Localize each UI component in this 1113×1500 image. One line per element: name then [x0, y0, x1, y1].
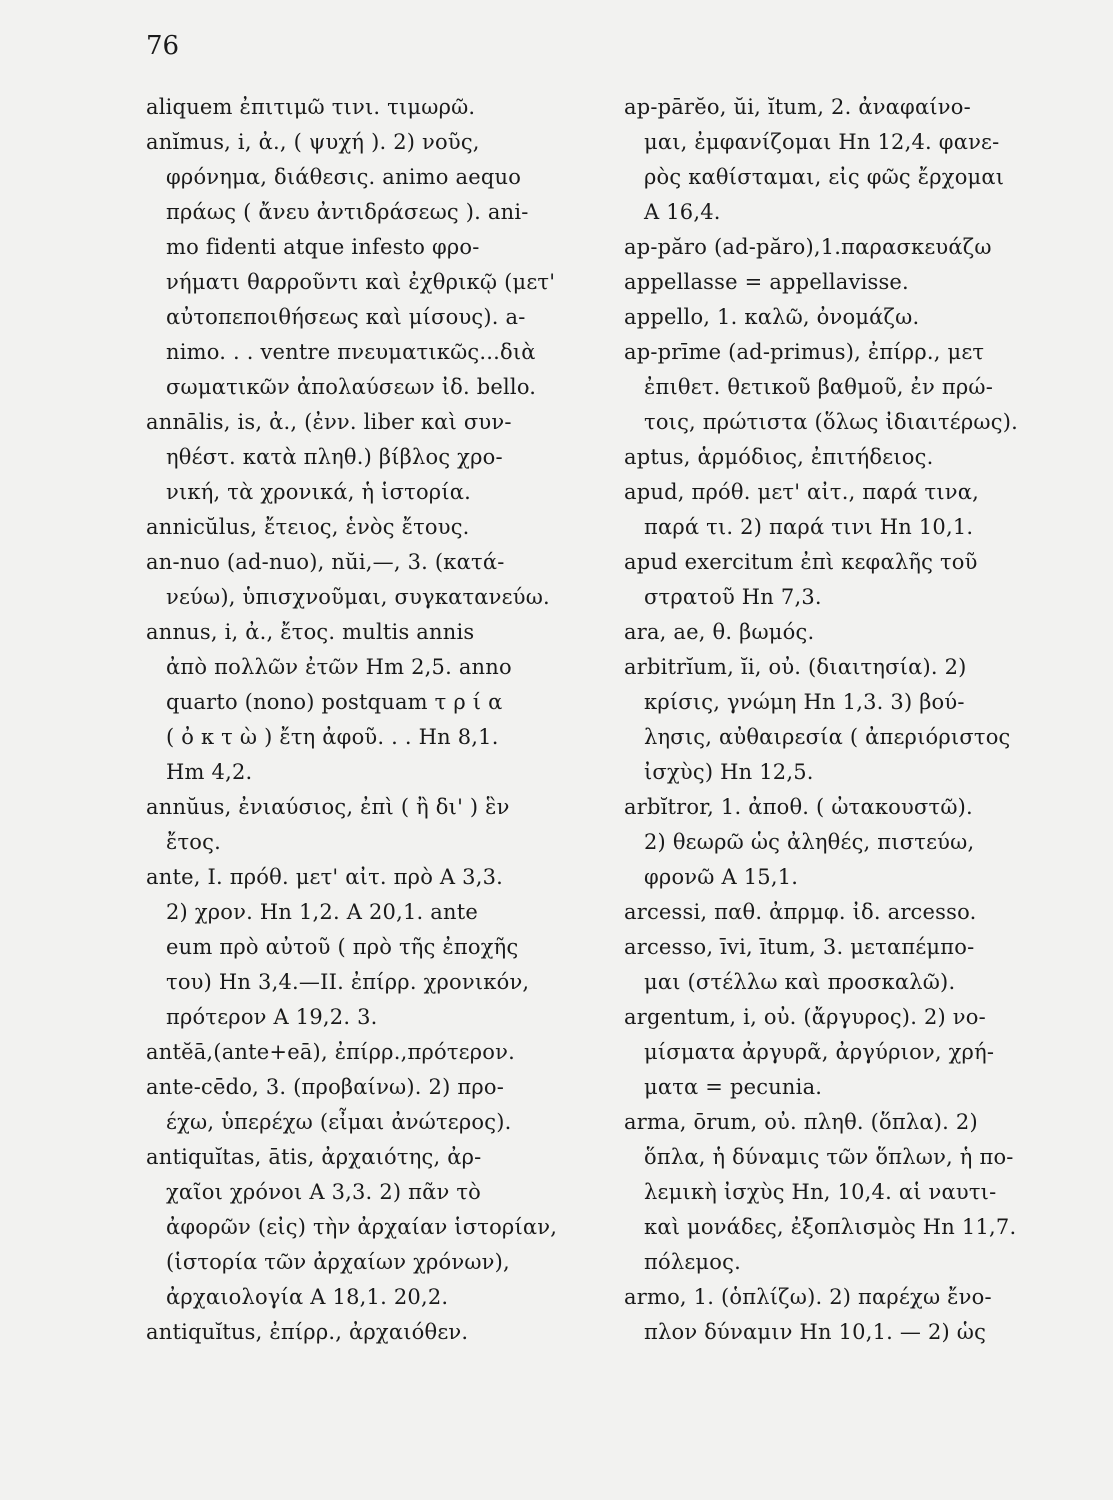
right-column-line: ἰσχὺς) Hn 12,5. [644, 760, 814, 784]
left-column-line: ἀφορῶν (εἰς) τὴν ἀρχαίαν ἱστορίαν, [166, 1215, 558, 1239]
right-column-line: apud exercitum ἐπὶ κεφαλῆς τοῦ [624, 550, 978, 574]
left-column-line: annus, i, ἀ., ἔτος. multis annis [146, 620, 475, 644]
right-column-line: καὶ μονάδες, ἐξοπλισμὸς Hn 11,7. [644, 1215, 1017, 1239]
right-column-line: τοις, πρώτιστα (ὅλως ἰδιαιτέρως). [644, 410, 1018, 434]
left-column-line: (ἱστορία τῶν ἀρχαίων χρόνων), [166, 1250, 510, 1274]
right-column-line: πλον δύναμιν Hn 10,1. — 2) ὡς [644, 1320, 987, 1344]
right-column-line: argentum, i, οὐ. (ἄργυρος). 2) νο- [624, 1005, 986, 1029]
right-column-line: ap-pārĕo, ŭi, ĭtum, 2. ἀναφαίνο- [624, 95, 971, 119]
left-column-line: ἀρχαιολογία A 18,1. 20,2. [166, 1285, 449, 1309]
right-column-line: 2) θεωρῶ ὡς ἀληθές, πιστεύω, [644, 830, 975, 854]
left-column-line: αὐτοπεποιθήσεως καὶ μίσους). a- [166, 305, 526, 329]
right-column-line: κρίσις, γνώμη Hn 1,3. 3) βού- [644, 690, 965, 714]
left-column [146, 90, 601, 1350]
right-column-line: φρονῶ A 15,1. [644, 865, 799, 889]
right-column-line: ap-păro (ad-păro),1.παρασκευάζω [624, 235, 992, 259]
right-column-line: arma, ōrum, οὐ. πληθ. (ὅπλα). 2) [624, 1110, 978, 1134]
left-column-line: ἀπὸ πολλῶν ἐτῶν Hm 2,5. anno [166, 655, 512, 679]
left-column-line: σωματικῶν ἀπολαύσεων ἰδ. bello. [166, 375, 537, 399]
left-column-line: nimo. . . ventre πνευματικῶς...διὰ [166, 340, 536, 364]
right-column-line: arcesso, īvi, ītum, 3. μεταπέμπο- [624, 935, 975, 959]
left-column-line: 2) χρον. Hn 1,2. A 20,1. ante [166, 900, 478, 924]
right-column-line: arbitrĭum, ĭi, οὐ. (διαιτησία). 2) [624, 655, 967, 679]
left-column-line: anĭmus, i, ἀ., ( ψυχή ). 2) νοῦς, [146, 130, 480, 154]
left-column-line: φρόνημα, διάθεσις. animo aequo [166, 165, 522, 189]
right-column-line: στρατοῦ Hn 7,3. [644, 585, 822, 609]
left-column-line: ἔτος. [166, 830, 221, 854]
right-column-line: λεμικὴ ἰσχὺς Hn, 10,4. αἱ ναυτι- [644, 1180, 997, 1204]
right-column-line: aptus, ἁρμόδιος, ἐπιτήδειος. [624, 445, 934, 469]
right-column-line: μαι, ἐμφανίζομαι Hn 12,4. φανε- [644, 130, 1000, 154]
left-column-line: antiquĭtus, ἐπίρρ., ἀρχαιόθεν. [146, 1320, 469, 1344]
left-column-line: ( ὀ κ τ ὼ ) ἔτη ἀφοῦ. . . Hn 8,1. [166, 725, 499, 749]
left-column-line: aliquem ἐπιτιμῶ τινι. τιμωρῶ. [146, 95, 476, 119]
left-column-line: ante-cēdo, 3. (προβαίνω). 2) προ- [146, 1075, 505, 1099]
left-column-line: annicŭlus, ἔτειος, ἑνὸς ἔτους. [146, 515, 470, 539]
right-column-line: ap-prīme (ad-primus), ἐπίρρ., μετ [624, 340, 985, 364]
left-column-line: ante, I. πρόθ. μετ' αἰτ. πρὸ A 3,3. [146, 865, 504, 889]
right-column-line: armo, 1. (ὁπλίζω). 2) παρέχω ἔνο- [624, 1285, 992, 1309]
right-column-line: arcessi, παθ. ἀπρμφ. ἰδ. arcesso. [624, 900, 977, 924]
left-column-line: του) Hn 3,4.—II. ἐπίρρ. χρονικόν, [166, 970, 530, 994]
right-column-line: παρά τι. 2) παρά τινι Hn 10,1. [644, 515, 974, 539]
left-column-line: έχω, ὑπερέχω (εἶμαι ἀνώτερος). [166, 1110, 512, 1134]
left-column-line: annālis, is, ἀ., (ἐνν. liber καὶ συν- [146, 410, 512, 434]
left-column-line: mo fidenti atque infesto φρο- [166, 235, 480, 259]
right-column [624, 90, 1094, 1350]
right-column-line: μαι (στέλλω καὶ προσκαλῶ). [644, 970, 956, 994]
right-column-line: λησις, αὐθαιρεσία ( ἀπεριόριστος [644, 725, 1011, 749]
right-column-line: apud, πρόθ. μετ' αἰτ., παρά τινα, [624, 480, 979, 504]
page-number: 76 [146, 31, 180, 61]
right-column-line: appello, 1. καλῶ, ὀνομάζω. [624, 305, 920, 329]
right-column-line: μίσματα ἀργυρᾶ, ἀργύριον, χρή- [644, 1040, 995, 1064]
left-column-line: annŭus, ἐνιαύσιος, ἐπὶ ( ἢ δι' ) ἓν [146, 795, 510, 819]
right-column-line: ara, ae, θ. βωμός. [624, 620, 815, 644]
left-column-line: νήματι θαρροῦντι καὶ ἐχθρικῷ (μετ' [166, 270, 556, 294]
left-column-line: πρότερον A 19,2. 3. [166, 1005, 378, 1029]
right-column-line: A 16,4. [644, 200, 721, 224]
left-column-line: νεύω), ὑπισχνοῦμαι, συγκατανεύω. [166, 585, 550, 609]
left-column-line: antiquĭtas, ātis, ἀρχαιότης, ἀρ- [146, 1145, 482, 1169]
left-column-line: ηθέστ. κατὰ πληθ.) βίβλος χρο- [166, 445, 503, 469]
right-column-line: ἐπιθετ. θετικοῦ βαθμοῦ, ἐν πρώ- [644, 375, 994, 399]
left-column-line: an-nuo (ad-nuo), nŭi,—, 3. (κατά- [146, 550, 505, 574]
right-column-line: appellasse = appellavisse. [624, 270, 909, 294]
left-column-line: Hm 4,2. [166, 760, 253, 784]
right-column-line: ὅπλα, ἡ δύναμις τῶν ὅπλων, ἡ πο- [644, 1145, 1014, 1169]
right-column-line: ματα = pecunia. [644, 1075, 823, 1099]
left-column-line: antĕā,(ante+eā), ἐπίρρ.,πρότερον. [146, 1040, 515, 1064]
right-column-line: πόλεμος. [644, 1250, 741, 1274]
left-column-line: χαῖοι χρόνοι A 3,3. 2) πᾶν τὸ [166, 1180, 482, 1204]
right-column-line: ρὸς καθίσταμαι, εἰς φῶς ἔρχομαι [644, 165, 1005, 189]
left-column-line: πράως ( ἄνευ ἀντιδράσεως ). ani- [166, 200, 529, 224]
right-column-line: arbĭtror, 1. ἀποθ. ( ὠτακουστῶ). [624, 795, 973, 819]
left-column-line: eum πρὸ αὐτοῦ ( πρὸ τῆς ἐποχῆς [166, 935, 519, 959]
left-column-line: νική, τὰ χρονικά, ἡ ἱστορία. [166, 480, 472, 504]
left-column-line: quarto (nono) postquam τ ρ ί α [166, 690, 503, 714]
